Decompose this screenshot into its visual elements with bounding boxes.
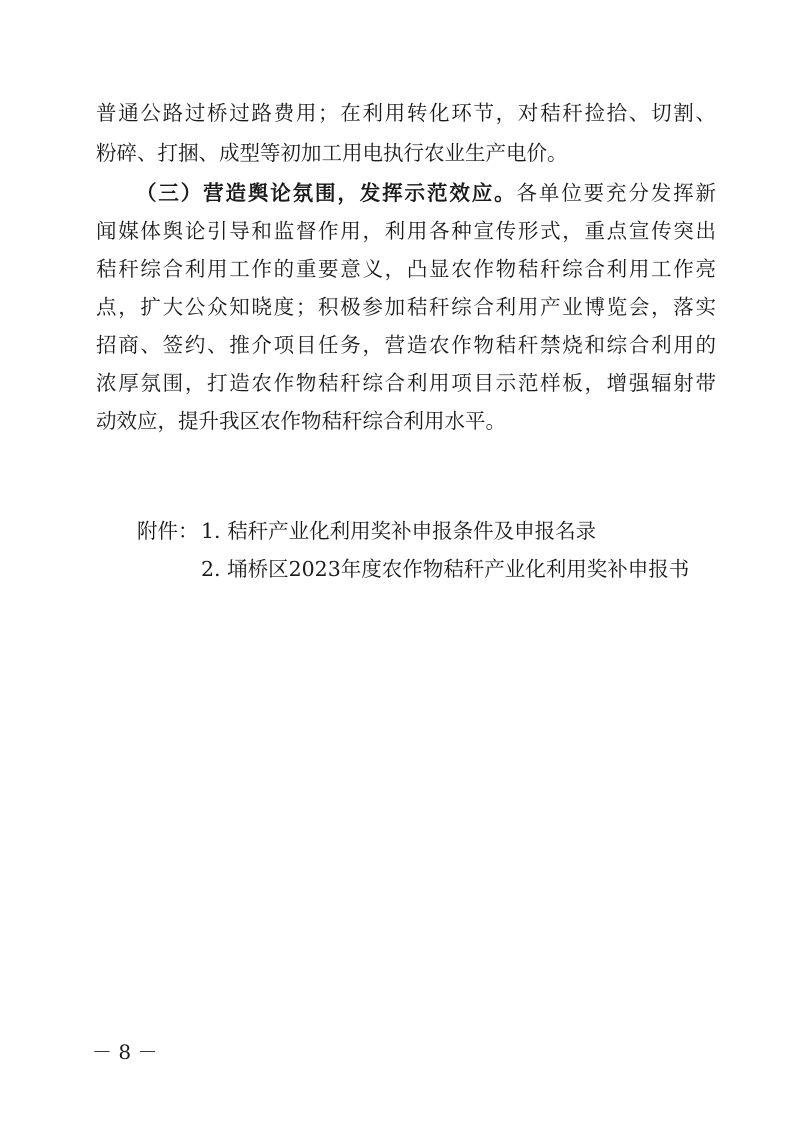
- attachments-label: 附件：: [137, 519, 199, 543]
- attachment-item-1: 1. 秸秆产业化利用奖补申报条件及申报名录: [201, 519, 597, 543]
- body-text-line: 粉碎、打捆、成型等初加工用电执行农业生产电价。: [96, 141, 568, 165]
- body-text: 各单位要充分发挥新: [516, 181, 717, 205]
- body-text-line: 闻媒体舆论引导和监督作用，利用各种宣传形式，重点宣传突出: [96, 219, 716, 243]
- body-text-line: 秸秆综合利用工作的重要意义，凸显农作物秸秆综合利用工作亮: [96, 257, 716, 281]
- attachment-item-2: 2. 埇桥区2023年度农作物秸秆产业化利用奖补申报书: [201, 557, 690, 581]
- body-text-line: 招商、签约、推介项目任务，营造农作物秸秆禁烧和综合利用的: [96, 333, 716, 357]
- body-text-line: 普通公路过桥过路费用；在利用转化环节，对秸秆捡拾、切割、: [96, 101, 716, 125]
- body-text-line: 浓厚氛围，打造农作物秸秆综合利用项目示范样板，增强辐射带: [96, 371, 716, 395]
- page-number: － 8 －: [92, 1040, 158, 1064]
- body-text-line: 动效应，提升我区农作物秸秆综合利用水平。: [96, 409, 506, 433]
- section-three-first-line: [136, 181, 716, 205]
- section-heading: （三）营造舆论氛围，发挥示范效应。: [136, 181, 517, 205]
- body-text-line: 点，扩大公众知晓度；积极参加秸秆综合利用产业博览会，落实: [96, 295, 716, 319]
